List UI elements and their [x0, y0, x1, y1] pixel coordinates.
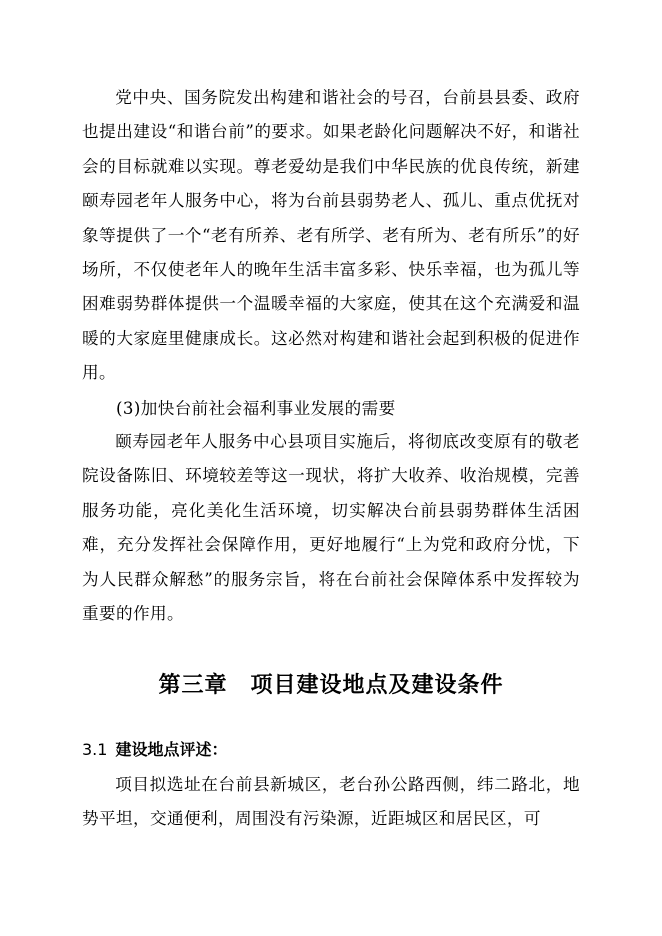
section-number: 3.1: [82, 740, 108, 759]
section-title: 建设地点评述：: [115, 740, 228, 759]
chapter-title: 第三章 项目建设地点及建设条件: [158, 673, 504, 698]
paragraph-site-description: 项目拟选址在台前县新城区，老台孙公路西侧，纬二路北，地势平坦，交通便利，周围没有污染源，近距城区和居民区，可: [82, 775, 580, 829]
section-heading: [82, 736, 227, 764]
paragraph-welfare-development: 颐寿园老年人服务中心县项目实施后，将彻底改变原有的敬老院设备陈旧、环境较差等这一现状，将扩大收养、收治规模，完善服务功能，亮化美化生活环境，切实解决台前县弱势群体生活困难，充分发挥社会保障作用，更好地履行“上为党和政府分忧，下为人民群众解愁”的服务宗旨，将在台前社会保障体系中发挥较为重要的作用。: [82, 432, 580, 624]
paragraph-harmonious-society: 党中央、国务院发出构建和谐社会的号召，台前县县委、政府也提出建设“和谐台前”的要求。如果老龄化问题解决不好，和谐社会的目标就难以实现。尊老爱幼是我们中华民族的优良传统，新建颐寿园老年人服务中心，将为台前县弱势老人、孤儿、重点优抚对象等提供了一个“老有所养、老有所学、老有所为、老有所乐”的好场所，不仅使老年人的晚年生活丰富多彩、快乐幸福，也为孤儿等困难弱势群体提供一个温暖幸福的大家庭，使其在这个充满爱和温暖的大家庭里健康成长。这必然对构建和谐社会起到积极的促进作用。: [82, 88, 580, 383]
subheading-welfare-development: (3)加快台前社会福利事业发展的需要: [116, 399, 396, 418]
